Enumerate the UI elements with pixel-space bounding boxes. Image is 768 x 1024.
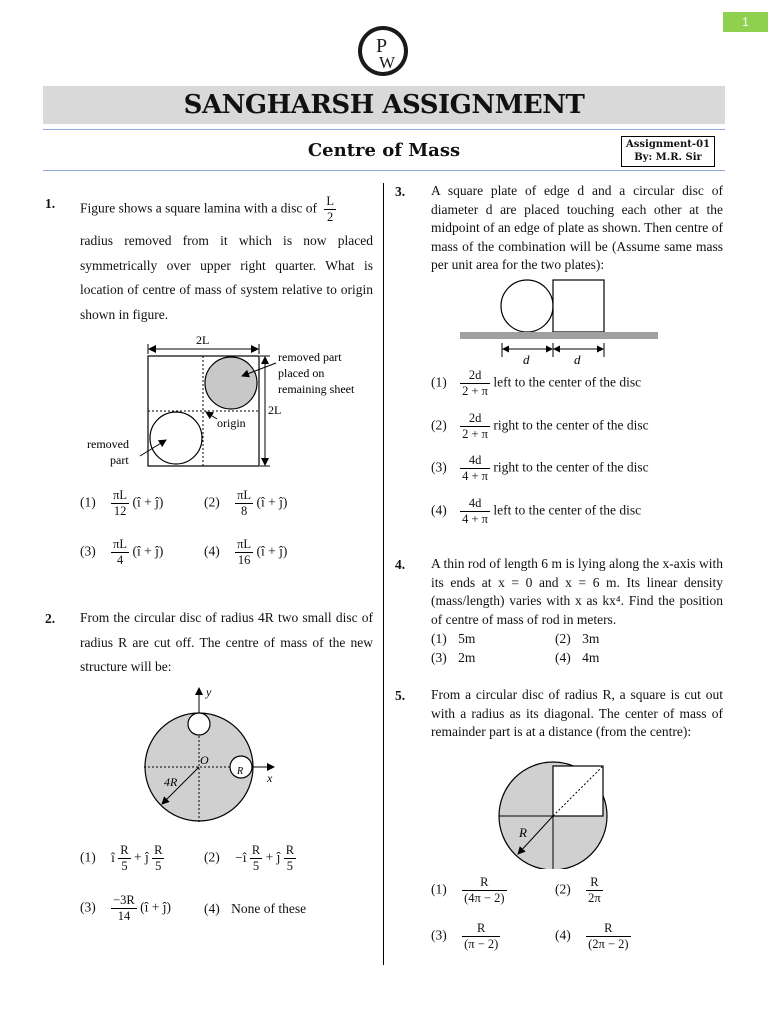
assignment-box xyxy=(621,136,715,167)
q3-option-2[interactable] xyxy=(431,411,649,442)
option-num: R xyxy=(462,921,500,937)
option-pre: −î xyxy=(235,849,247,865)
question-3-figure xyxy=(455,275,665,365)
option-text: 5m xyxy=(458,631,476,646)
option-num: 4d xyxy=(460,496,490,512)
option-num: R xyxy=(586,921,630,937)
option-den: (4π − 2) xyxy=(464,891,505,905)
option-den: 4 + π xyxy=(462,469,488,483)
option-num: πL xyxy=(113,488,128,502)
svg-text:W: W xyxy=(379,53,396,72)
assignment-title: SANGHARSH ASSIGNMENT xyxy=(43,86,725,124)
option-den: (2π − 2) xyxy=(588,937,629,951)
dim-top-label: 2L xyxy=(196,333,210,347)
radius-small-label: R xyxy=(237,766,244,777)
page-number: 1 xyxy=(723,12,768,32)
option-label: (1) xyxy=(431,374,447,390)
option-den: 2 + π xyxy=(462,427,488,441)
option-mid: + ĵ xyxy=(265,849,281,865)
assignment-author: By: M.R. Sir xyxy=(634,152,702,163)
axis-x-label: x xyxy=(267,771,273,785)
option-num: 2d xyxy=(460,411,490,427)
option-tail: (î + ĵ) xyxy=(132,543,164,559)
option-tail: (î + ĵ) xyxy=(256,543,288,559)
q4-option-3[interactable] xyxy=(431,650,475,666)
option-label: (3) xyxy=(431,459,447,475)
question-1-number: 1. xyxy=(45,196,56,211)
q3-option-4[interactable] xyxy=(431,496,641,527)
option-num: R xyxy=(462,875,506,891)
option-label: (2) xyxy=(204,849,220,865)
origin-label: O xyxy=(200,753,209,767)
label-removed-2: part xyxy=(110,453,129,467)
option-num: R xyxy=(285,843,295,857)
option-label: (1) xyxy=(80,849,96,865)
option-den: 2π xyxy=(588,891,601,905)
pw-logo xyxy=(357,25,409,77)
column-divider xyxy=(383,183,384,965)
frac-den: 2 xyxy=(327,210,334,224)
option-num: 4d xyxy=(460,453,490,469)
q4-option-4[interactable] xyxy=(555,650,599,666)
option-den: (π − 2) xyxy=(464,937,499,951)
option-label: (4) xyxy=(555,650,571,665)
question-1-figure xyxy=(80,330,380,475)
label-removed-placed-1: removed part xyxy=(278,350,342,364)
option-label: (2) xyxy=(204,494,220,510)
option-num: 2d xyxy=(460,368,490,384)
option-tail: (î + ĵ) xyxy=(140,899,171,915)
q3-option-3[interactable] xyxy=(431,453,649,484)
option-num: −3R xyxy=(113,893,135,907)
option-label: (3) xyxy=(431,927,447,943)
option-label: (3) xyxy=(80,543,96,559)
option-text: None of these xyxy=(231,901,307,916)
option-tail: (î + ĵ) xyxy=(256,494,288,510)
option-tail: left to the center of the disc xyxy=(493,374,642,390)
option-num: πL xyxy=(113,537,128,551)
question-3-text: A square plate of edge d and a circular disc of diameter d are placed touching each other at the midpoint of an edge of plate as shown. Then centre of mass of the combination will be (Assume same mass per unit area for the two plates): xyxy=(431,183,723,272)
option-mid: + ĵ xyxy=(133,849,149,865)
option-label: (4) xyxy=(555,927,571,943)
option-num: R xyxy=(251,843,261,857)
question-5-figure xyxy=(495,744,615,869)
option-den: 4 xyxy=(116,553,124,567)
option-label: (2) xyxy=(555,631,571,646)
label-removed-1: removed xyxy=(87,437,129,451)
q1-option-4[interactable] xyxy=(204,537,287,568)
option-den: 5 xyxy=(252,859,260,873)
q2-option-1[interactable] xyxy=(80,843,164,874)
q5-option-1[interactable] xyxy=(431,875,507,906)
header-rule-bottom xyxy=(43,170,725,171)
question-4-number: 4. xyxy=(395,557,406,572)
option-tail: right to the center of the disc xyxy=(493,417,649,433)
option-tail: (î + ĵ) xyxy=(132,494,164,510)
option-den: 12 xyxy=(113,504,127,518)
option-label: (1) xyxy=(431,881,447,897)
option-num: R xyxy=(120,843,129,857)
q1-option-1[interactable] xyxy=(80,488,163,519)
option-den: 2 + π xyxy=(462,384,488,398)
option-label: (3) xyxy=(80,899,96,915)
q5-option-2[interactable] xyxy=(555,875,603,906)
option-label: (3) xyxy=(431,650,447,665)
chapter-title: Centre of Mass xyxy=(307,140,461,161)
option-text: 4m xyxy=(582,650,600,665)
option-label: (1) xyxy=(80,494,96,510)
option-num: πL xyxy=(237,488,252,502)
q5-option-3[interactable] xyxy=(431,921,500,952)
axis-y-label: y xyxy=(206,685,212,699)
option-tail: right to the center of the disc xyxy=(493,459,649,475)
option-den: 5 xyxy=(121,859,128,873)
dim-left-label: d xyxy=(523,352,530,365)
header-rule-top xyxy=(43,129,725,130)
option-den: 4 + π xyxy=(462,512,488,526)
option-label: (4) xyxy=(204,901,220,916)
label-origin: origin xyxy=(217,416,246,430)
frac-num: L xyxy=(326,194,334,208)
option-label: (4) xyxy=(431,502,447,518)
option-tail: left to the center of the disc xyxy=(493,502,642,518)
question-1-frac xyxy=(324,194,336,225)
option-label: (4) xyxy=(204,543,220,559)
dim-right-label: d xyxy=(574,352,581,365)
question-5-number: 5. xyxy=(395,688,406,703)
question-2-text: From the circular disc of radius 4R two small disc of radius R are cut off. The centre of mass of the new structure will be: xyxy=(80,610,373,674)
option-label: (1) xyxy=(431,631,447,646)
q2-option-4[interactable] xyxy=(204,901,306,917)
label-removed-placed-3: remaining sheet xyxy=(278,382,355,396)
option-num: R xyxy=(154,843,163,857)
question-3-number: 3. xyxy=(395,184,406,199)
label-removed-placed-2: placed on xyxy=(278,366,325,380)
option-den: 5 xyxy=(286,859,294,873)
option-num: R xyxy=(586,875,603,891)
option-label: (2) xyxy=(555,881,571,897)
option-text: 3m xyxy=(582,631,600,646)
q2-option-3[interactable] xyxy=(80,893,171,924)
q1-option-2[interactable] xyxy=(204,488,287,519)
question-1-text-cont: radius removed from it which is now placed symmetrically over upper right quarter. What is location of centre of mass of system relative to origin shown in figure. xyxy=(80,233,373,322)
radius-label: R xyxy=(519,825,527,840)
option-pre: î xyxy=(111,849,115,865)
question-1-text: Figure shows a square lamina with a disc of xyxy=(80,200,317,216)
question-1-text-line1 xyxy=(80,194,360,225)
q5-option-4[interactable] xyxy=(555,921,631,952)
question-5-text: From a circular disc of radius R, a square is cut out with a radius as its diagonal. The center of mass of remainder part is at a distance (from the centre): xyxy=(431,687,723,739)
option-den: 16 xyxy=(237,553,251,567)
option-den: 8 xyxy=(240,504,248,518)
q4-option-1[interactable] xyxy=(431,631,475,647)
option-den: 5 xyxy=(155,859,162,873)
option-num: πL xyxy=(237,537,252,551)
question-2-number: 2. xyxy=(45,611,56,626)
radius-big-label: 4R xyxy=(164,775,178,789)
question-4-text: A thin rod of length 6 m is lying along the x-axis with its ends at x = 0 and x = 6 m. Its linear density (mass/length) varies with x as kx⁴. Find the position of centre of mass of rod in meters. xyxy=(431,556,723,627)
q4-option-2[interactable] xyxy=(555,631,599,647)
dim-right-label: 2L xyxy=(268,403,282,417)
question-2-figure xyxy=(130,682,290,832)
svg-text:P: P xyxy=(376,35,388,57)
assignment-id: Assignment-01 xyxy=(626,139,710,150)
option-text: 2m xyxy=(458,650,476,665)
option-den: 14 xyxy=(117,909,131,923)
q2-option-2[interactable] xyxy=(204,843,296,874)
q3-option-1[interactable] xyxy=(431,368,641,399)
option-label: (2) xyxy=(431,417,447,433)
q1-option-3[interactable] xyxy=(80,537,163,568)
